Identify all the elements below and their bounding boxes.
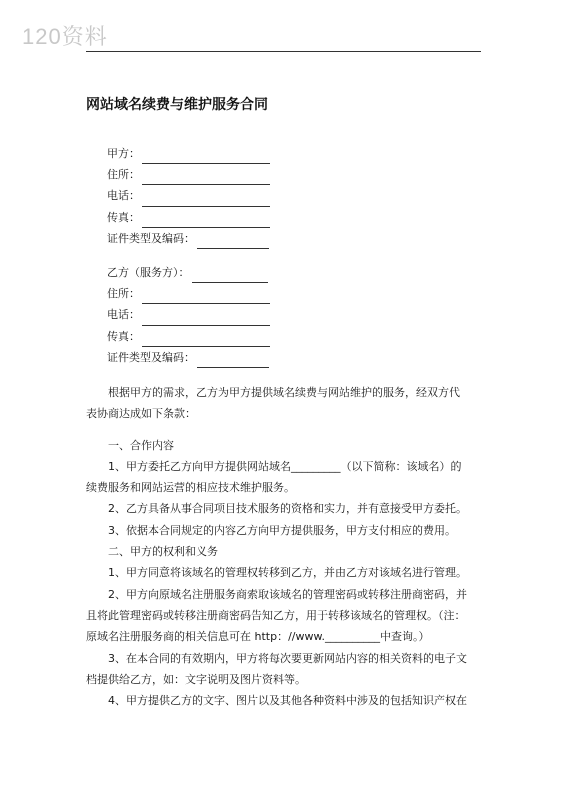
field-label: 电话： [107,308,140,322]
field-label: 住所： [107,168,140,182]
field-label: 甲方： [107,146,140,160]
party-field-row [107,207,270,228]
party-field-row [107,143,270,164]
clause-paragraph [86,498,482,519]
party-b-block [107,262,270,368]
clause-paragraph [86,562,482,583]
fill-in-blank [192,269,268,283]
party-field-row [107,262,270,283]
text-line: 续费服务和网站运营的相应技术维护服务。 [86,481,295,495]
field-label: 传真： [107,329,140,343]
text-line: 原域名注册服务商的相关信息可在 http：//www.__________中查询。） [86,630,430,644]
party-field-row [107,304,270,325]
header-rule [86,51,481,52]
contract-title: 网站域名续费与维护服务合同 [86,97,268,113]
text-line: 3、在本合同的有效期内，甲方将每次要更新网站内容的相关资料的电子文 [108,651,467,665]
text-line: 2、甲方向原域名注册服务商索取该域名的管理密码或转移注册商密码，并 [108,587,467,601]
clause-paragraph [86,648,482,691]
clause-paragraph [86,520,482,541]
clause-paragraph [86,584,482,648]
fill-in-blank [142,333,270,347]
watermark: 120资料 [22,24,108,49]
section2-items [86,562,482,711]
text-line: 档提供给乙方，如：文字说明及图片资料等。 [86,672,306,686]
party-field-row [107,164,270,185]
party-a-block [107,143,270,249]
fill-in-blank [142,312,270,326]
clause-paragraph [86,690,482,711]
text-line: 且将此管理密码或转移注册商密码告知乙方，用于转移该域名的管理权。（注： [86,608,466,622]
party-field-row [107,228,270,249]
field-label: 证件类型及编码： [107,231,195,245]
section1-items [86,456,482,541]
clause-paragraph [86,382,482,425]
fill-in-blank [142,150,270,164]
text-line: 表协商达成如下条款： [86,407,196,421]
text-line: 2、乙方具备从事合同项目技术服务的资格和实力，并有意接受甲方委托。 [108,502,467,516]
field-label: 住所： [107,287,140,301]
field-label: 乙方（服务方）： [107,265,190,279]
text-line: 3、依据本合同规定的内容乙方向甲方提供服务，甲方支付相应的费用。 [108,523,456,537]
fill-in-blank [197,235,269,249]
field-label: 传真： [107,210,140,224]
field-label: 电话： [107,189,140,203]
text-line: 1、甲方同意将该域名的管理权转移到乙方，并由乙方对该域名进行管理。 [108,566,467,580]
text-line: 根据甲方的需求，乙方为甲方提供域名续费与网站维护的服务，经双方代 [108,386,460,399]
intro-paragraph [86,382,482,425]
fill-in-blank [142,193,270,207]
party-field-row [107,326,270,347]
fill-in-blank [142,214,270,228]
party-field-row [107,283,270,304]
party-field-row [107,185,270,206]
section2-heading: 二、甲方的权利和义务 [108,545,218,559]
fill-in-blank [197,354,269,368]
text-line: 1、甲方委托乙方向甲方提供网站域名_________（以下简称：该域名）的 [108,459,462,473]
contract-body [86,382,482,711]
fill-in-blank [142,171,270,185]
fill-in-blank [142,290,270,304]
section1-heading: 一、合作内容 [108,438,174,452]
text-line: 4、甲方提供乙方的文字、图片以及其他各种资料中涉及的包括知识产权在 [108,694,467,708]
clause-paragraph [86,456,482,499]
party-field-row [107,347,270,368]
field-label: 证件类型及编码： [107,350,195,364]
